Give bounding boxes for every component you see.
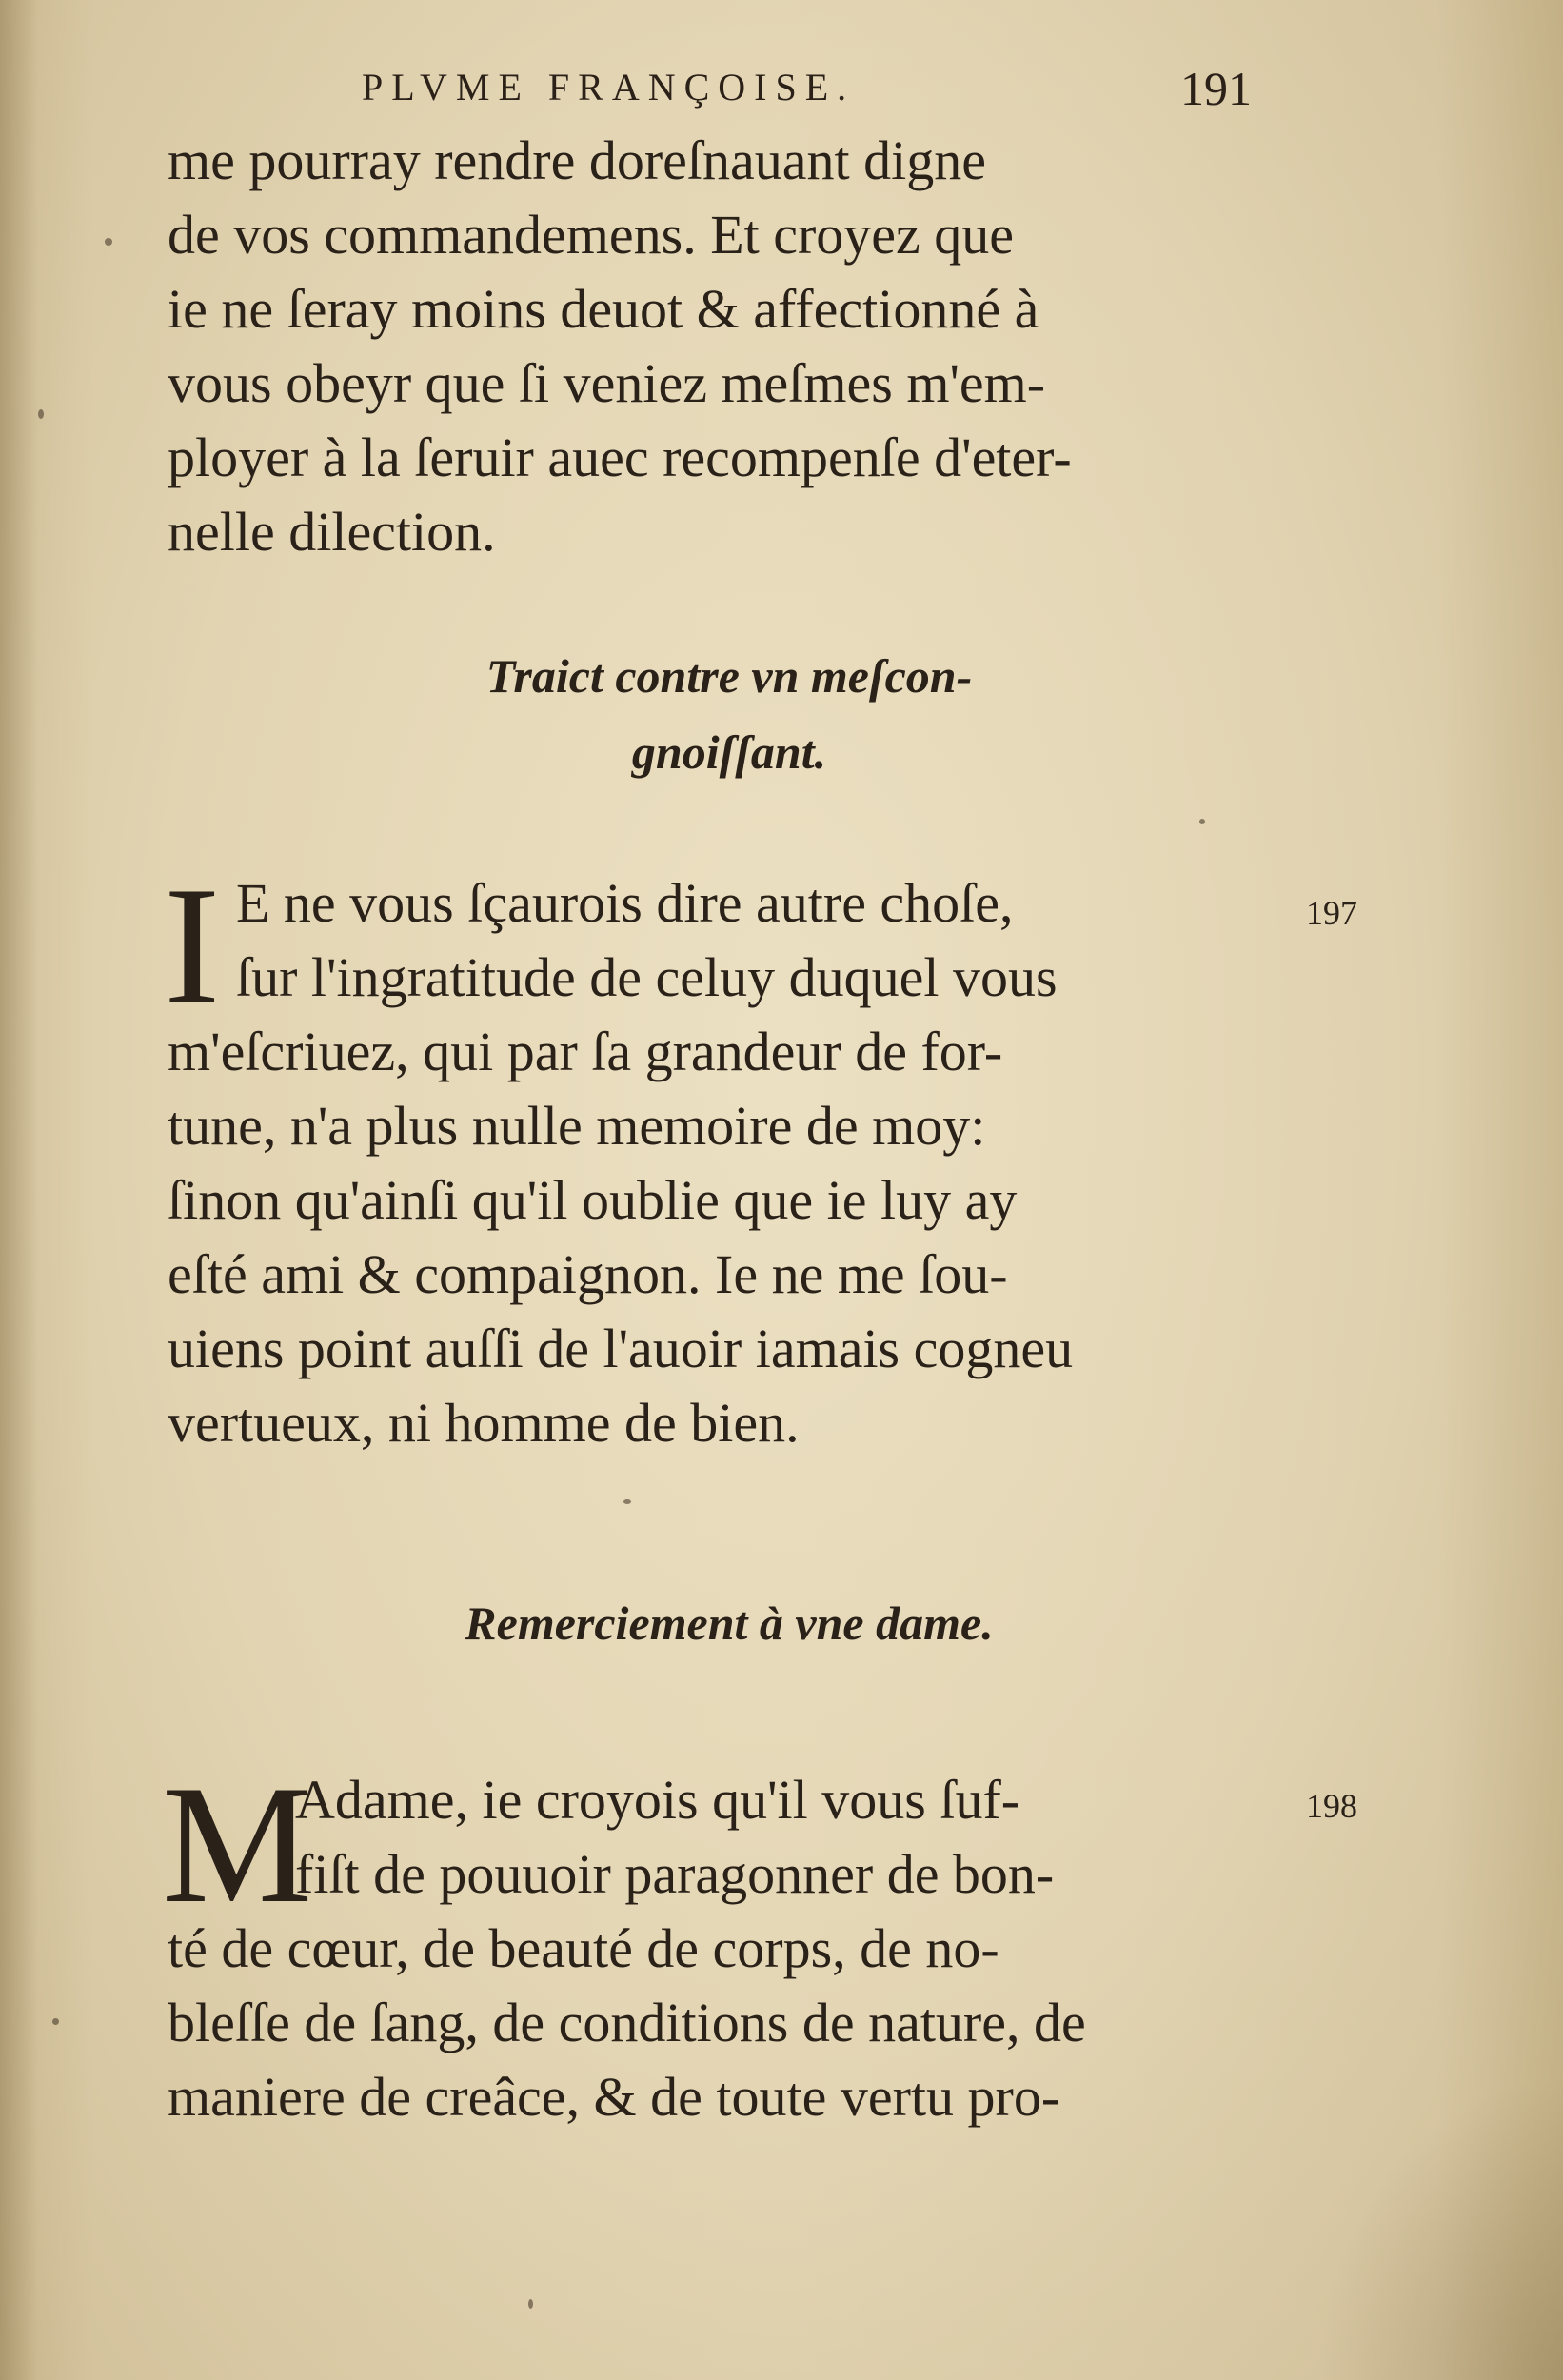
text-line: ſur l'ingratitude de celuy duquel vous — [236, 946, 1058, 1008]
drop-capital-m: M — [162, 1750, 313, 1938]
text-line: me pourray rendre doreſnauant digne — [168, 129, 986, 191]
text-line: bleſſe de ſang, de conditions de nature, de — [168, 1992, 1086, 2053]
running-title: PLVME FRANÇOISE. — [362, 66, 856, 109]
heading-line: Traict contre vn meſcon- — [485, 649, 973, 703]
text-line: Adame, ie croyois qu'il vous ſuf- — [295, 1769, 1020, 1831]
text-line: uiens point auſſi de l'auoir iamais cogneu — [168, 1318, 1074, 1379]
ink-speck — [528, 2299, 533, 2309]
text-line: maniere de creâce, & de toute vertu pro- — [168, 2066, 1060, 2128]
section-heading-traict — [168, 638, 1291, 790]
page-corner-stain — [1316, 2075, 1563, 2380]
page-number: 191 — [1180, 62, 1252, 115]
text-line: nelle dilection. — [168, 501, 496, 563]
text-line: vous obeyr que ſi veniez meſmes m'em- — [168, 352, 1046, 414]
remerciement-paragraph — [168, 1763, 1291, 2134]
text-line: ſinon qu'ainſi qu'il oublie que ie luy ay — [168, 1169, 1018, 1231]
traict-paragraph — [168, 866, 1291, 1460]
ink-speck — [38, 409, 44, 419]
marginal-number: 198 — [1306, 1787, 1357, 1825]
marginal-number: 197 — [1306, 894, 1357, 932]
drop-capital-i: I — [164, 851, 221, 1040]
text-line: de vos commandemens. Et croyez que — [168, 204, 1015, 266]
ink-speck — [1199, 819, 1205, 824]
heading-line: gnoiſſant. — [631, 725, 827, 779]
section-heading-remerciement: Remerciement à vne dame. — [465, 1597, 994, 1650]
text-line: vertueux, ni homme de bien. — [168, 1392, 800, 1454]
ink-speck — [105, 238, 112, 246]
page-gutter-shadow — [0, 0, 38, 2380]
text-line: m'eſcriuez, qui par ſa grandeur de for- — [168, 1021, 1003, 1082]
text-line: tune, n'a plus nulle memoire de moy: — [168, 1095, 986, 1157]
continuation-paragraph — [168, 124, 1291, 569]
text-line: ie ne ſeray moins deuot & affectionné à — [168, 278, 1039, 340]
text-line: té de cœur, de beauté de corps, de no- — [168, 1917, 999, 1979]
text-line: eſté ami & compaignon. Ie ne me ſou- — [168, 1243, 1008, 1305]
text-line: fiſt de pouuoir paragonner de bon- — [295, 1843, 1055, 1905]
text-line: ployer à la ſeruir auec recompenſe d'eter- — [168, 426, 1072, 488]
ink-speck — [52, 2018, 59, 2025]
ink-speck — [623, 1499, 631, 1504]
text-line: E ne vous ſçaurois dire autre choſe, — [236, 872, 1014, 934]
